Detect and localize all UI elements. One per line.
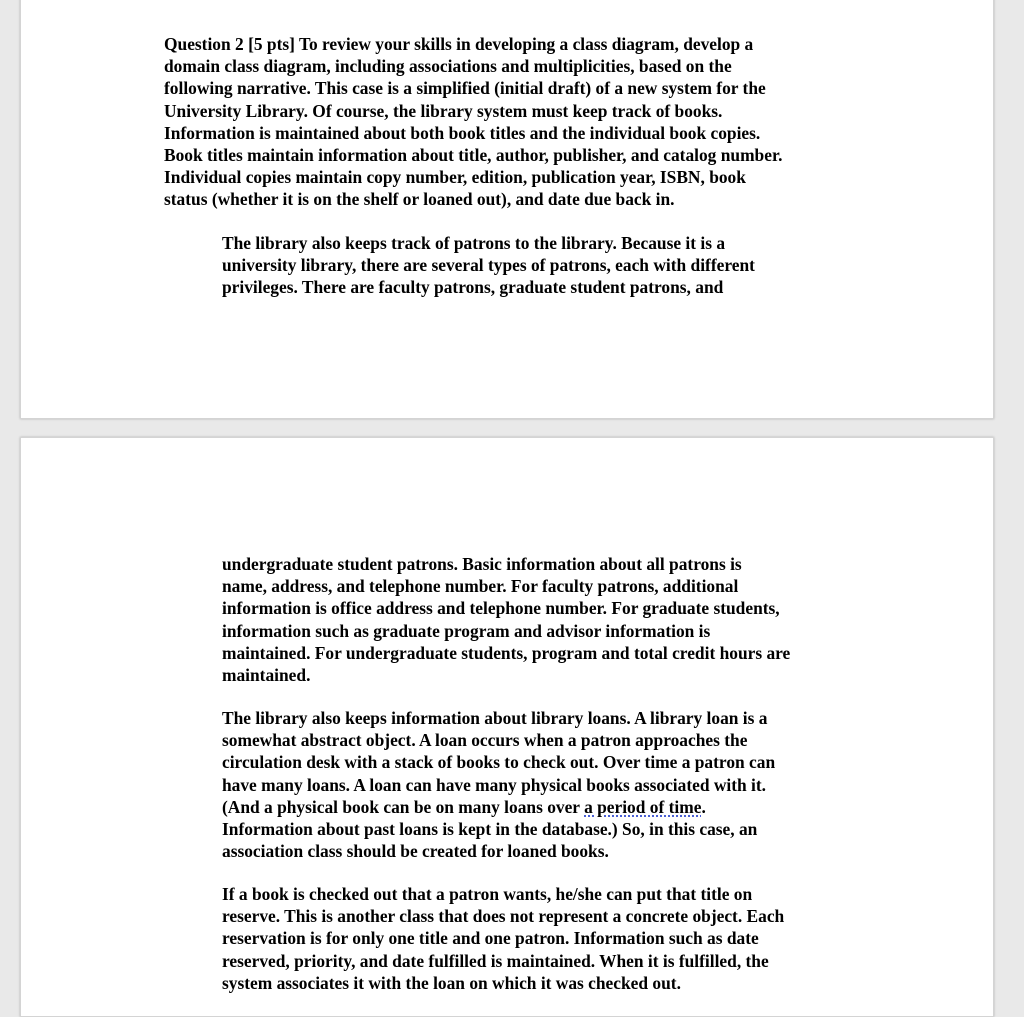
patrons-paragraph: [222, 232, 755, 299]
text-line: reservation is for only one title and one patron. Information such as date: [222, 928, 759, 949]
text-line: maintained.: [222, 665, 311, 686]
loans-paragraph: [222, 707, 775, 862]
text-line: university library, there are several types of patrons, each with different: [222, 255, 755, 276]
text-line: name, address, and telephone number. For faculty patrons, additional: [222, 576, 739, 597]
text-line: The library also keeps information about library loans. A library loan is a: [222, 708, 768, 728]
text-line: Information about past loans is kept in the database.) So, in this case, an: [222, 819, 758, 840]
patrons-paragraph-continued: [222, 553, 790, 686]
text-line: status (whether it is on the shelf or loaned out), and date due back in.: [164, 189, 675, 210]
text-line: maintained. For undergraduate students, program and total credit hours are: [222, 642, 791, 663]
text-segment: (And a physical book can be on many loans over: [222, 796, 585, 817]
text-line: If a book is checked out that a patron wants, he/she can put that title on: [222, 884, 753, 904]
grammar-flagged-phrase[interactable]: a period of time: [584, 796, 702, 817]
text-segment: .: [701, 796, 706, 817]
text-line: following narrative. This case is a simplified (initial draft) of a new system for the: [164, 78, 766, 99]
text-line: Information is maintained about both book titles and the individual book copies.: [164, 122, 761, 143]
text-line: reserved, priority, and date fulfilled is maintained. When it is fulfilled, the: [222, 950, 769, 971]
text-line: privileges. There are faculty patrons, graduate student patrons, and: [222, 277, 724, 298]
text-line: The library also keeps track of patrons to the library. Because it is a: [222, 233, 726, 253]
document-page-2: [20, 437, 994, 1017]
text-line: information is office address and telephone number. For graduate students,: [222, 598, 780, 619]
text-line: Book titles maintain information about title, author, publisher, and catalog number.: [164, 145, 783, 166]
text-line: reserve. This is another class that does not represent a concrete object. Each: [222, 906, 785, 927]
text-line: Individual copies maintain copy number, edition, publication year, ISBN, book: [164, 167, 746, 188]
text-line: undergraduate student patrons. Basic information about all patrons is: [222, 554, 742, 574]
text-line: system associates it with the loan on which it was checked out.: [222, 972, 681, 993]
text-line: University Library. Of course, the library system must keep track of books.: [164, 100, 723, 121]
text-line: domain class diagram, including associations and multiplicities, based on the: [164, 56, 732, 77]
text-line: [222, 796, 775, 818]
text-line: Question 2 [5 pts] To review your skills in developing a class diagram, develop a: [164, 34, 754, 54]
text-line: somewhat abstract object. A loan occurs when a patron approaches the: [222, 730, 748, 751]
text-line: association class should be created for loaned books.: [222, 841, 609, 862]
reservation-paragraph: [222, 883, 784, 994]
question-2-paragraph: [164, 33, 782, 211]
text-line: information such as graduate program and advisor information is: [222, 620, 711, 641]
document-page-1: [20, 0, 994, 419]
text-line: have many loans. A loan can have many physical books associated with it.: [222, 774, 767, 795]
text-line: circulation desk with a stack of books to check out. Over time a patron can: [222, 752, 776, 773]
